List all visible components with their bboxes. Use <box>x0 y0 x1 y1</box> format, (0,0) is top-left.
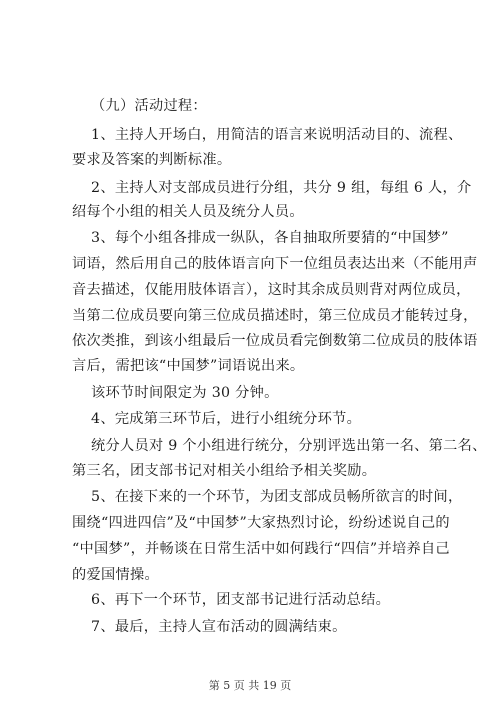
paragraph-line: 4、完成第三环节后，进行小组统分环节。 <box>91 411 362 427</box>
paragraph-line: 依次类推，到该小组最后一位成员看完倒数第二位成员的肢体语 <box>72 333 478 349</box>
paragraph-line: 7、最后，主持人宣布活动的圆满结束。 <box>91 619 347 635</box>
paragraph-line: 3、每个小组各排成一纵队，各自抽取所要猜的“中国梦” <box>91 230 449 246</box>
page-number-footer: 第 5 页 共 19 页 <box>208 679 292 692</box>
section-heading: （九）活动过程： <box>91 98 207 114</box>
paragraph-line: 音去描述，仅能用肢体语言），这时其余成员则背对两位成员， <box>72 282 471 298</box>
paragraph-line: “中国梦”，并畅谈在日常生活中如何践行“四信”并培养自己 <box>72 541 450 557</box>
paragraph-line: 6、再下一个环节，团支部书记进行活动总结。 <box>91 592 391 608</box>
paragraph-line: 词语，然后用自己的肢体语言向下一位组员表达出来（不能用声 <box>72 256 478 272</box>
paragraph-line: 第三名，团支部书记对相关小组给予相关奖励。 <box>72 463 377 479</box>
paragraph-line: 言后，需把该“中国梦”词语说出来。 <box>72 358 305 374</box>
paragraph-line: 围绕“四进四信”及“中国梦”大家热烈讨论，纷纷述说自己的 <box>72 515 450 531</box>
paragraph-line: 1、主持人开场白，用简洁的语言来说明活动目的、流程、 <box>91 127 463 143</box>
paragraph-line: 统分人员对 9 个小组进行统分，分别评选出第一名、第二名、 <box>91 438 487 454</box>
paragraph-line: 该环节时间限定为 30 分钟。 <box>91 385 279 401</box>
paragraph-line: 当第二位成员要向第三位成员描述时，第三位成员才能转过身， <box>72 308 478 324</box>
paragraph-line: 的爱国情操。 <box>72 567 159 583</box>
paragraph-line: 2、主持人对支部成员进行分组，共分 9 组，每组 6 人，介 <box>91 180 472 196</box>
paragraph-line: 5、在接下来的一个环节，为团支部成员畅所欲言的时间， <box>91 489 463 505</box>
paragraph-line: 要求及答案的判断标准。 <box>72 152 232 168</box>
paragraph-line: 绍每个小组的相关人员及统分人员。 <box>72 204 304 220</box>
